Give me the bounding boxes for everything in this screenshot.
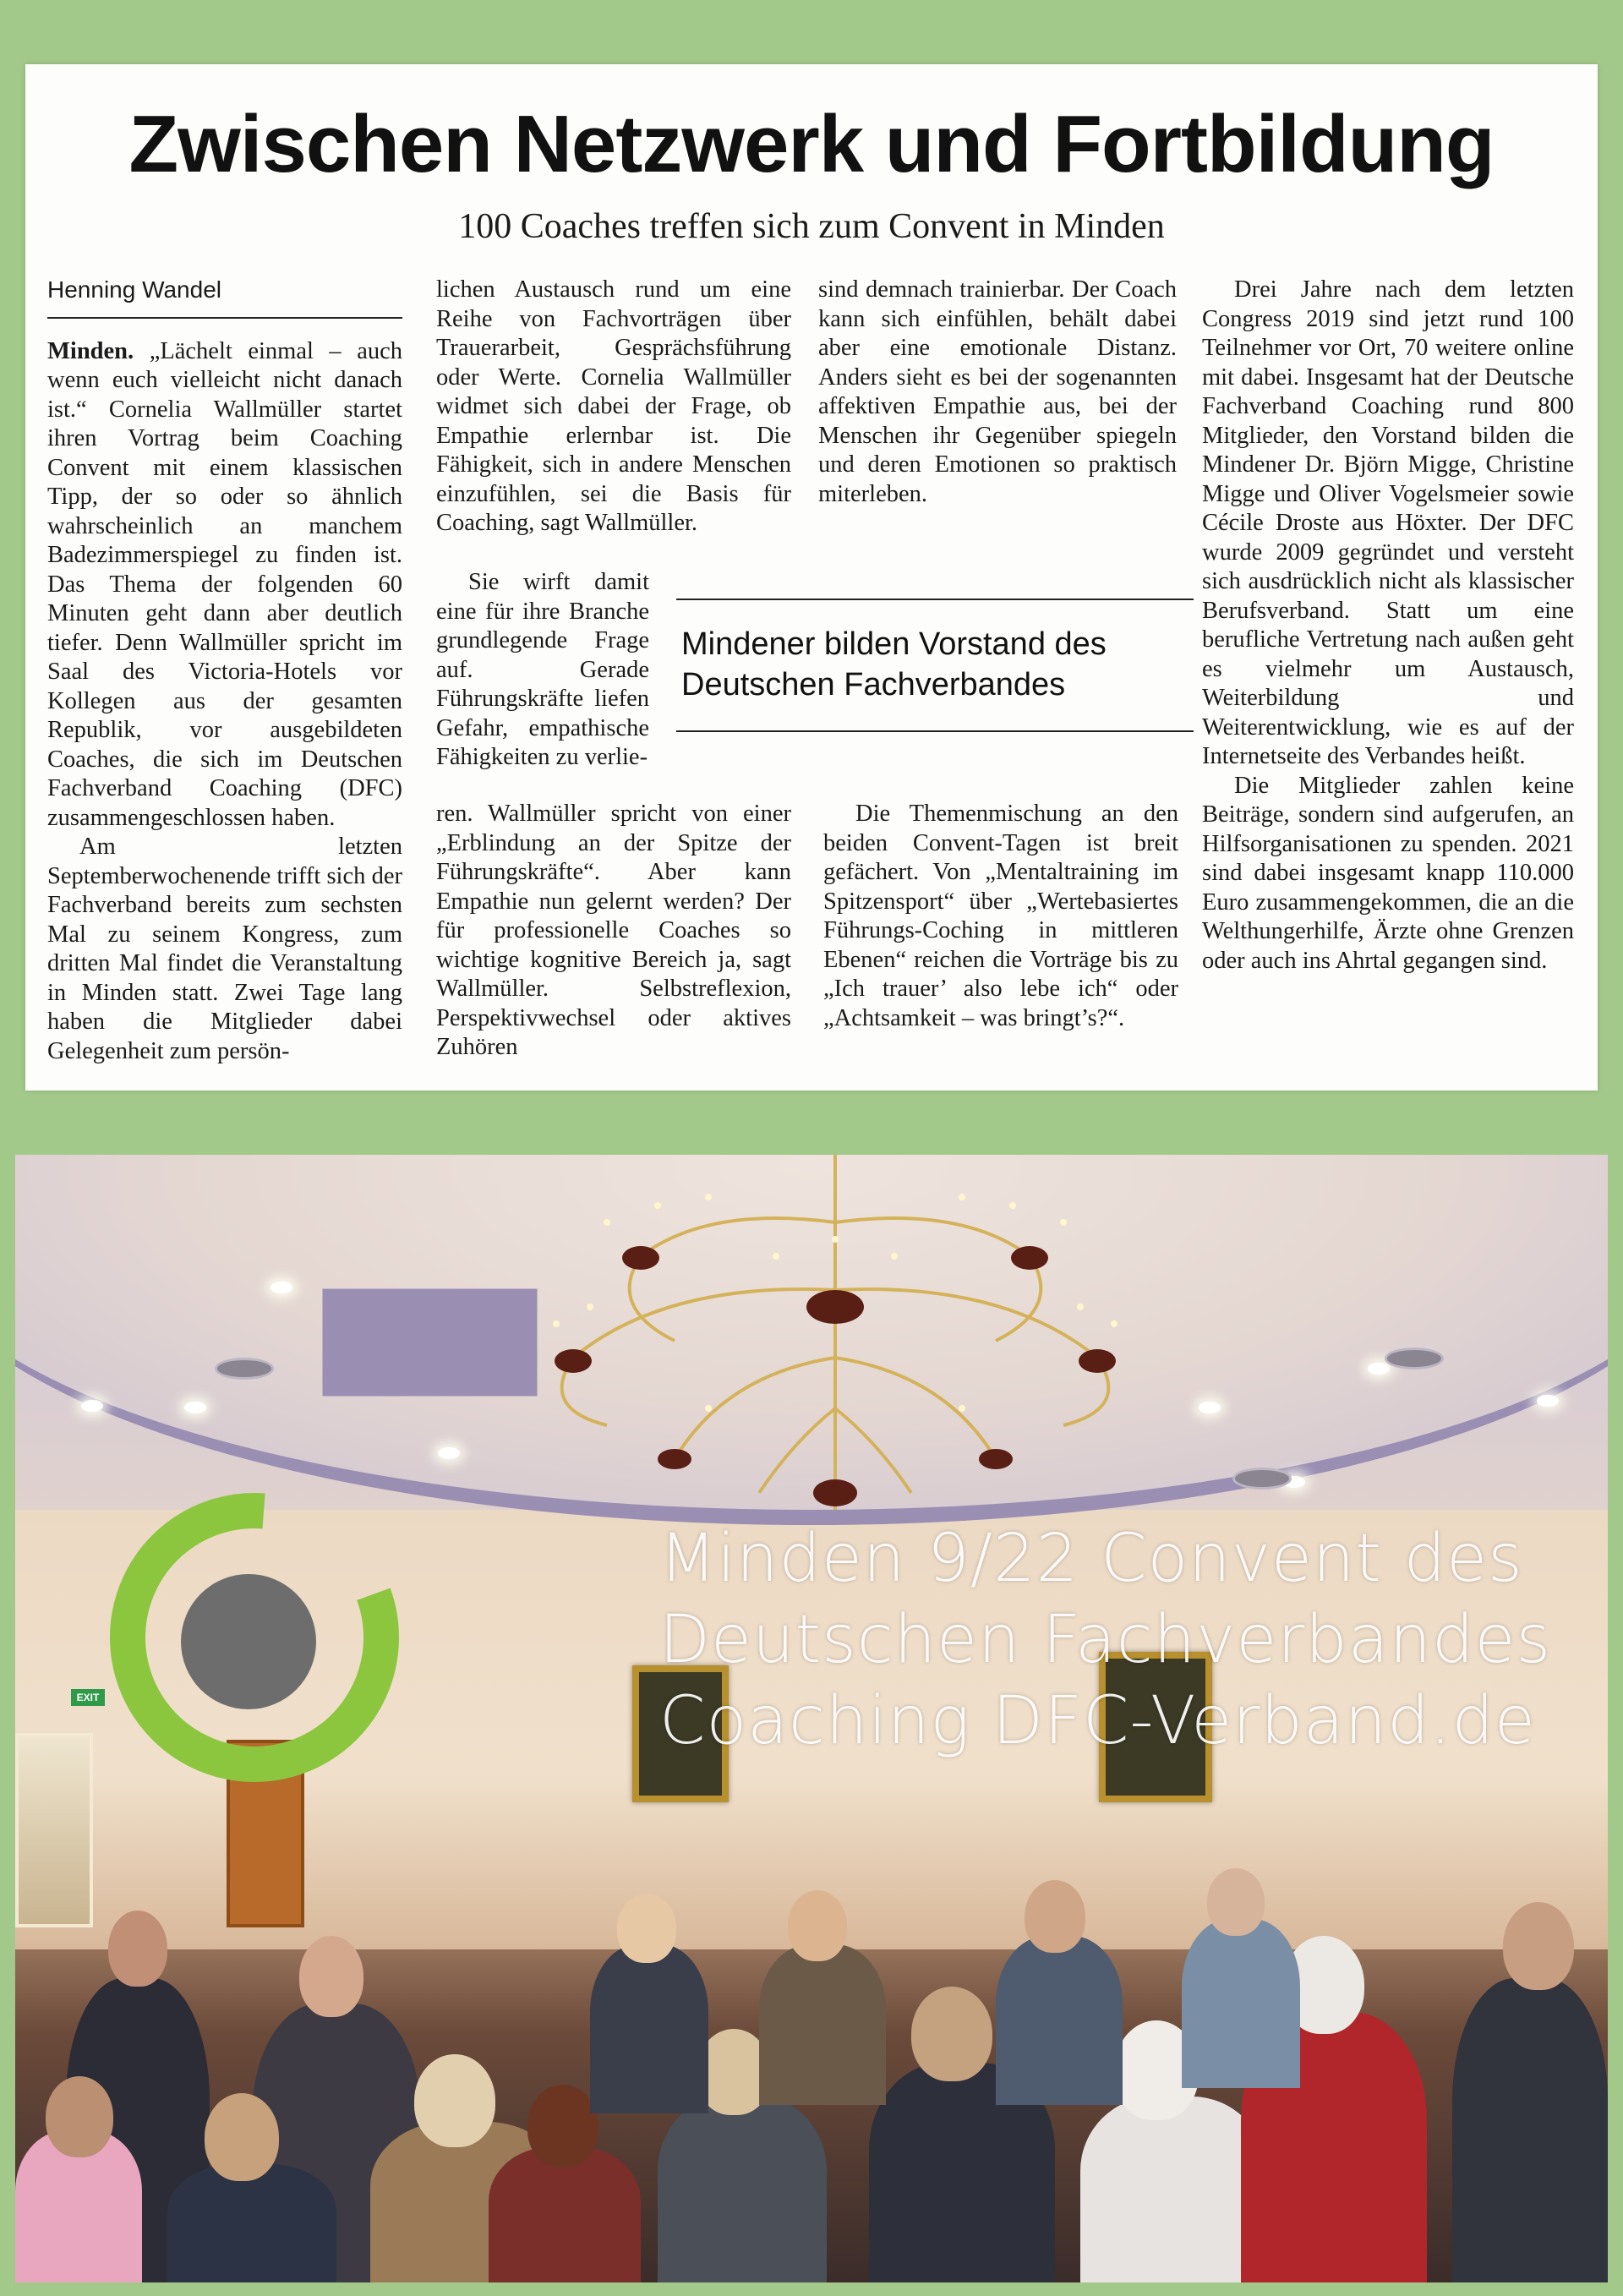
paragraph xyxy=(47,337,402,834)
person-head xyxy=(205,2093,279,2181)
ceiling-vent xyxy=(1232,1468,1292,1490)
person-head xyxy=(788,1890,847,1961)
paragraph: ren. Wallmüller spricht von einer „Erblindung an der Spitze der Führungskräfte“. Aber kann Empathie nun gelernt werden? Der für professionelle Coaches so wichtige kognitive Bereich ja, sagt Wallmüller. Selbstreflexion, Perspektivwechsel oder aktives Zuhören xyxy=(436,801,791,1060)
person xyxy=(658,2096,827,2282)
person-head xyxy=(414,2054,495,2147)
person-head xyxy=(46,2076,113,2157)
paragraph: sind demnach trainierbar. Der Coach kann sich einfühlen, behält dabei aber eine emotionale Distanz. Anders sieht es bei der sogenannten affektiven Empathie aus, bei der Menschen ihr Gegenüber spiegeln und deren Emotionen so praktisch miterleben. xyxy=(818,276,1177,507)
author: Henning Wandel xyxy=(47,276,402,319)
person xyxy=(1182,1919,1300,2088)
person xyxy=(759,1944,886,2105)
caption-line: Minden 9/22 Convent des xyxy=(659,1521,1523,1597)
paragraph: Am letzten Septemberwochenende trifft sich der Fachverband bereits zum sechsten Mal zu seinem Kongress, zum dritten Mal findet die Veranstaltung in Minden statt. Zwei Tage lang haben die Mitglieder dabei Gelegenheit zum persön- xyxy=(47,834,402,1064)
column-3 xyxy=(818,276,1177,509)
column-2-wrap xyxy=(436,568,649,773)
person-head xyxy=(108,1911,167,1987)
subheadline: 100 Coaches treffen sich zum Convent in Minden xyxy=(458,207,1165,246)
column-1 xyxy=(47,276,402,1066)
column-2 xyxy=(436,276,791,538)
newspaper-clipping xyxy=(25,64,1598,1091)
paragraph: Drei Jahre nach dem letzten Congress 2019 sind jetzt rund 100 Teilnehmer vor Ort, 70 weitere online mit dabei. Insgesamt hat der Deutsche Fachverband Coaching rund 800 Mitglieder, den Vorstand bilden die Mindener Dr. Björn Migge, Christine Migge und Oliver Vogelsmeier sowie Cécile Droste aus Höxter. Der DFC wurde 2009 gegründet und versteht sich ausdrücklich nicht als klassischer Berufsverband. Statt um eine berufliche Vertretung nach außen geht es vielmehr um Austausch, Weiterbildung und Weiterentwicklung, wie es auf der Internetseite des Verbandes heißt. xyxy=(1202,276,1574,769)
paragraph: Die Mitglieder zahlen keine Beiträge, sondern sind aufgerufen, an Hilfsorganisationen zu spenden. 2021 sind dabei insgesamt knapp 110.000 Euro zusammengekommen, die an die Welthungerhilfe, Ärzte ohne Grenzen oder auch ins Ahrtal gegangen sind. xyxy=(1202,772,1574,974)
audience xyxy=(15,1843,1608,2282)
dfc-logo xyxy=(107,1490,402,1785)
person-head xyxy=(617,1894,676,1963)
person-head xyxy=(911,1987,992,2081)
ceiling-light xyxy=(184,1402,206,1413)
person-head xyxy=(1503,1902,1574,1990)
person xyxy=(1080,2096,1266,2282)
paragraph: Die Themenmischung an den beiden Convent-Tagen ist breit gefächert. Von „Mentaltraining im Spitzensport“ über „Wertebasiertes Führungs-Coching in mittleren Ebenen“ reichen die Vorträge bis zu „Ich trauer’ also lebe ich“ oder „Achtsamkeit – was bringt’s?“. xyxy=(823,801,1178,1031)
dateline: Minden. xyxy=(47,337,134,364)
section-subhead: Mindener bilden Vorstand des Deutschen Fachverbandes xyxy=(676,599,1194,732)
person xyxy=(1452,1978,1608,2282)
headline: Zwischen Netzwerk und Fortbildung xyxy=(128,99,1495,189)
photo-caption xyxy=(659,1518,1552,1762)
person xyxy=(590,1944,708,2113)
paragraph: Sie wirft damit eine für ihre Branche grundlegende Frage auf. Gerade Führungskräfte liefen Gefahr, empathische Fähigkeiten zu verlie- xyxy=(436,569,649,770)
person-head xyxy=(527,2085,598,2168)
ceiling-light xyxy=(1537,1395,1559,1407)
ceiling-light xyxy=(81,1400,103,1412)
person-head xyxy=(299,1936,363,2017)
person-head xyxy=(1207,1868,1265,1936)
ceiling-vent xyxy=(215,1358,274,1380)
exit-sign: EXIT xyxy=(71,1689,105,1706)
caption-line: Deutschen Fachverbandes xyxy=(659,1602,1552,1678)
person xyxy=(489,2147,641,2282)
column-2-lower xyxy=(436,800,791,1063)
person xyxy=(167,2164,336,2282)
ceiling-light xyxy=(270,1282,292,1293)
ceiling-vent xyxy=(1385,1348,1444,1369)
column-3-lower xyxy=(823,800,1178,1033)
chandelier xyxy=(455,1155,1216,1527)
ceiling-light xyxy=(1368,1363,1390,1375)
col1-text: „Lächelt einmal – auch wenn euch vielleicht nicht danach ist.“ Cornelia Wallmüller startet ihren Vortrag beim Coaching Convent mit einem klassischen Tipp, der so oder so ähnlich wahrscheinlich an manchem Badezimmerspiegel zu finden ist. Das Thema der folgenden 60 Minuten geht dann aber deutlich tiefer. Denn Wallmüller spricht im Saal des Victoria-Hotels vor Kollegen aus der gesamten Republik, vor ausgebildeten Coaches, die sich im Deutschen Fachverband Coaching (DFC) zusammengeschlossen haben. xyxy=(47,337,403,831)
caption-line: Coaching DFC-Verband.de xyxy=(659,1683,1536,1759)
paragraph: lichen Austausch rund um eine Reihe von Fachvorträgen über Trauerarbeit, Gesprächsführung oder Werte. Cornelia Wallmüller widmet sich dabei der Frage, ob Empathie erlernbar ist. Die Fähigkeit, sich in andere Menschen einzufühlen, sei die Basis für Coaching, sagt Wallmüller. xyxy=(436,276,791,536)
person xyxy=(996,1936,1123,2105)
column-4 xyxy=(1202,276,1574,976)
person-head xyxy=(1025,1880,1085,1953)
